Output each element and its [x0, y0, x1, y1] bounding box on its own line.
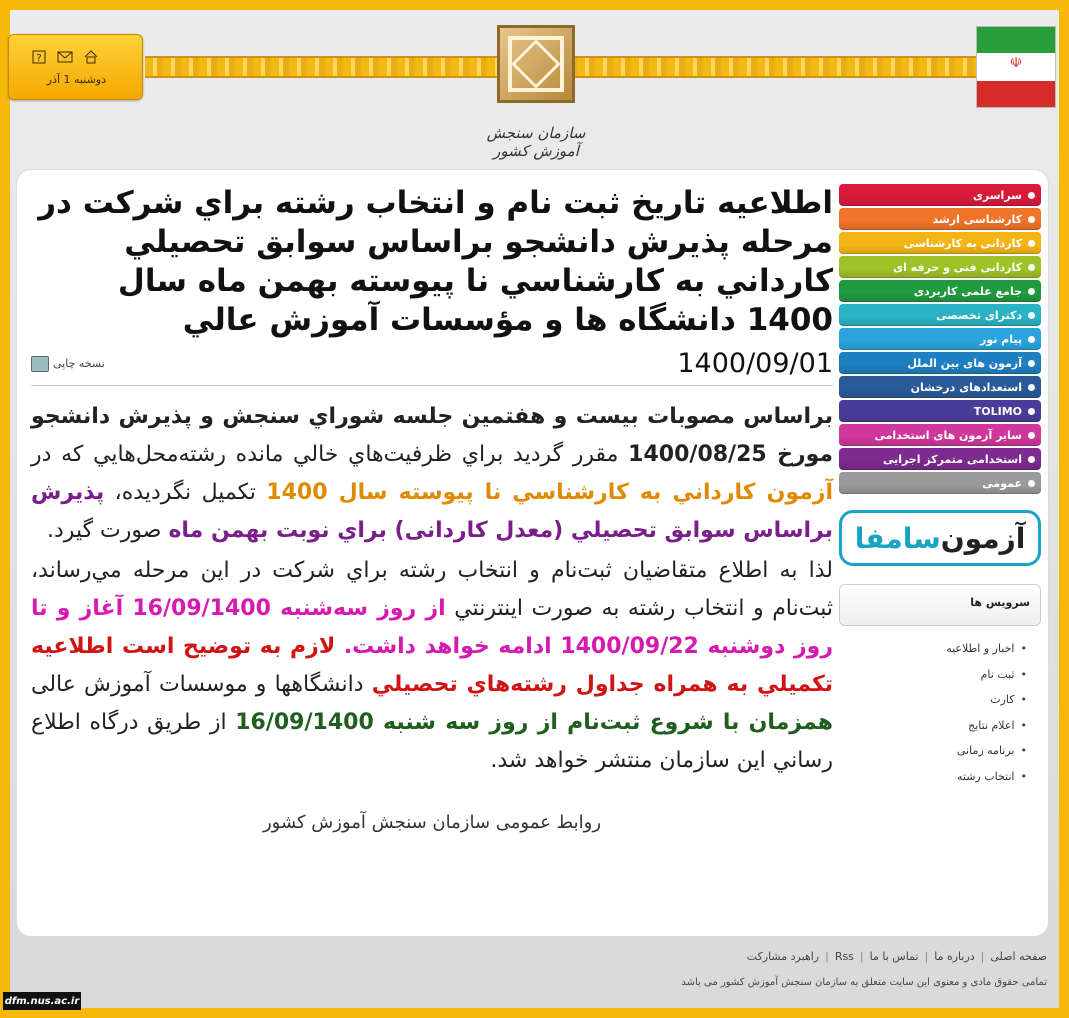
bullet-icon [1028, 240, 1035, 247]
menu-item[interactable] [839, 232, 1041, 254]
service-link[interactable]: • اخبار و اطلاعیه [839, 636, 1027, 662]
paragraph-2 [31, 552, 833, 780]
menu-item-label: کاردانی فنی و حرفه ای [892, 260, 1022, 274]
logo-text: سازمان سنجش آموزش کشور [486, 124, 586, 160]
bullet-icon [1028, 216, 1035, 223]
bullet-icon [1028, 312, 1035, 319]
menu-item[interactable] [839, 208, 1041, 230]
separator: | [924, 950, 929, 963]
saamfa-banner[interactable] [839, 510, 1041, 566]
separator: | [980, 950, 985, 963]
print-link[interactable] [31, 356, 105, 372]
sidebar [839, 184, 1041, 789]
menu-item[interactable] [839, 256, 1041, 278]
bullet-icon [1028, 336, 1035, 343]
services-title: سرویس ها [970, 596, 1030, 609]
text: براساس مصوبات بيست و هفتمين جلسه شوراي سنجش و پذيرش دانشجو مورخ [31, 404, 833, 467]
menu-item-label: پیام نور [979, 332, 1022, 346]
banner-text-accent: سامفا [854, 521, 941, 555]
mail-icon[interactable] [57, 49, 73, 65]
menu-item-label: جامع علمی کاربردی [913, 284, 1022, 298]
site-badge: dfm.nus.ac.ir [3, 992, 81, 1010]
menu-item[interactable] [839, 328, 1041, 350]
print-label: نسخه چاپی [53, 357, 105, 370]
home-icon[interactable] [83, 49, 99, 65]
text: مقرر گرديد براي ظرفيت‌هاي خالي مانده رشته‌محل‌هايي كه در [31, 442, 629, 467]
menu-item[interactable] [839, 280, 1041, 302]
printer-icon[interactable] [31, 356, 49, 372]
text: دانشگاهها و موسسات آموزش عالی [31, 672, 372, 697]
bullet-icon [1028, 408, 1035, 415]
service-link[interactable]: • برنامه زمانی [839, 738, 1027, 764]
service-link[interactable]: • کارت [839, 687, 1027, 713]
top-widget [8, 34, 143, 100]
paragraph-1 [31, 398, 833, 550]
signature: روابط عمومی سازمان سنجش آموزش کشور [262, 812, 602, 833]
bullet-icon [1028, 192, 1035, 199]
menu-item[interactable] [839, 304, 1041, 326]
menu-item-label: TOLIMO [973, 404, 1022, 418]
menu-item[interactable] [839, 376, 1041, 398]
text: همزمان با شروع ثبت‌نام از روز سه شنبه 16/09/1400 [235, 710, 833, 735]
text: از روز سه‌شنبه 16/09/1400 آغاز و تا روز دوشنبه 1400/09/22 ادامه خواهد داشت. [31, 596, 834, 659]
article [31, 184, 833, 842]
menu-item-label: کارشناسی ارشد [932, 212, 1022, 226]
content-panel [17, 170, 1048, 936]
page-title: اطلاعيه تاريخ ثبت نام و انتخاب رشته براي شركت در مرحله پذيرش دانشجو براساس سوابق تحصيلي كارداني به كارشناسي نا پيوسته بهمن ماه سال 1400 دانشگاه ها و مؤسسات آموزش عالي [38, 185, 833, 338]
services-list [839, 636, 1041, 789]
menu-item-label: سایر آزمون های استخدامی [874, 428, 1022, 442]
exam-menu [839, 184, 1041, 494]
menu-item[interactable] [839, 400, 1041, 422]
menu-item[interactable] [839, 472, 1041, 494]
footer-link[interactable]: Rss [834, 950, 854, 963]
menu-item[interactable] [839, 424, 1041, 446]
text: 1400/08/25 [628, 442, 767, 467]
copyright: تمامی حقوق مادی و معنوی این سایت متعلق به سازمان سنجش آموزش کشور می باشد [681, 977, 1047, 988]
services-box [839, 584, 1041, 626]
bullet-icon [1028, 480, 1035, 487]
bullet-icon [1028, 384, 1035, 391]
menu-item-label: آزمون های بین الملل [907, 356, 1022, 370]
date-row [31, 348, 833, 386]
menu-item[interactable] [839, 352, 1041, 374]
sanjesh-logo[interactable] [497, 25, 575, 103]
iran-flag: ☫ [976, 26, 1056, 108]
footer-link[interactable]: راهبرد مشارکت [746, 950, 820, 963]
text: تكميل نگرديده، [104, 480, 267, 505]
banner-text: آزمون [940, 521, 1026, 555]
bullet-icon [1028, 360, 1035, 367]
help-icon[interactable] [31, 49, 47, 65]
footer-link[interactable]: درباره ما [934, 950, 975, 963]
bullet-icon [1028, 288, 1035, 295]
text: پذيرش براساس سوابق تحصيلي (معدل کاردانی) براي نوبت بهمن ماه [31, 480, 833, 543]
menu-item-label: دکترای تخصصی [936, 308, 1022, 322]
bullet-icon [1028, 456, 1035, 463]
menu-item-label: سراسری [972, 188, 1022, 202]
service-link[interactable]: • اعلام نتایج [839, 713, 1027, 739]
publish-date: 1400/09/01 [677, 348, 833, 379]
menu-item[interactable] [839, 448, 1041, 470]
menu-item-label: استخدامی متمرکز اجرایی [882, 452, 1022, 466]
header-date: دوشنبه 1 آذر [46, 73, 106, 86]
bullet-icon [1028, 432, 1035, 439]
menu-item-label: استعدادهای درخشان [910, 380, 1022, 394]
text: لازم به توضيح است اطلاعيه تكميلي به همراه جداول رشته‌هاي تحصيلي [31, 634, 833, 697]
text: صورت گيرد. [47, 518, 169, 543]
footer-link[interactable]: تماس با ما [869, 950, 919, 963]
menu-item-label: عمومی [982, 476, 1022, 490]
menu-item-label: کاردانی به کارشناسی [903, 236, 1022, 250]
service-link[interactable]: • ثبت نام [839, 662, 1027, 688]
service-link[interactable]: • انتخاب رشته [839, 764, 1027, 790]
footer-link[interactable]: صفحه اصلی [990, 950, 1047, 963]
bullet-icon [1028, 264, 1035, 271]
svg-text:?: ? [36, 53, 42, 64]
menu-item[interactable] [839, 184, 1041, 206]
separator: | [825, 950, 829, 963]
separator: | [859, 950, 864, 963]
text: آزمون كارداني به كارشناسي نا پيوسته سال 1400 [266, 480, 834, 505]
text: لذا به اطلاع متقاضيان ثبت‌نام و انتخاب رشته براي شركت در اين مرحله مي‌رساند، ثبت‌نام و انتخاب رشته به صورت اينترنتي [31, 558, 834, 621]
article-body [31, 398, 833, 842]
footer-links [747, 950, 1047, 963]
text: از طريق درگاه اطلاع رساني اين سازمان منتشر خواهد شد. [31, 710, 833, 773]
